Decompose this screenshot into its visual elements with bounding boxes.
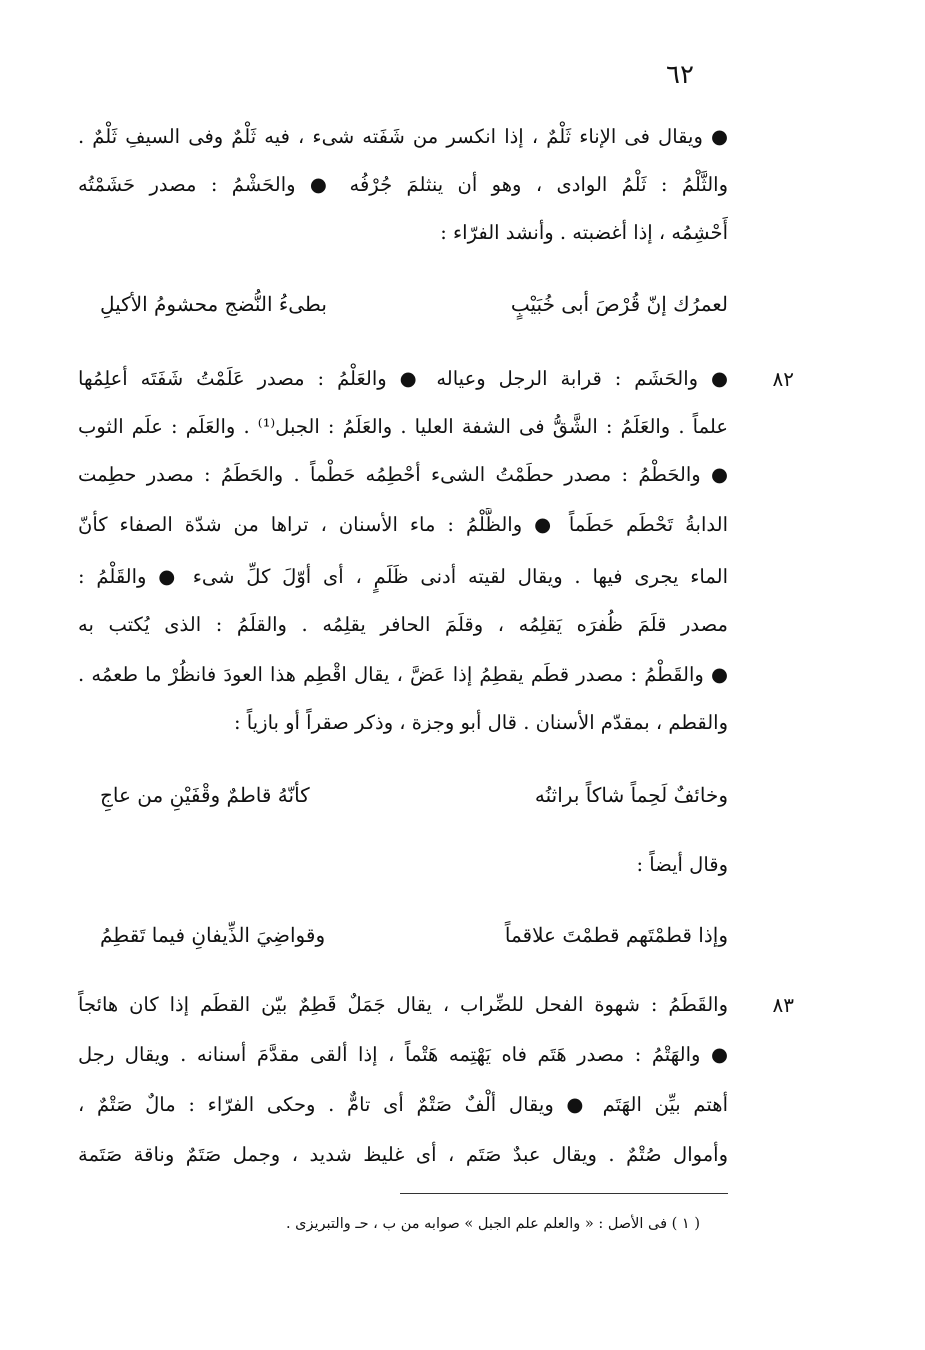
text-line: والثَّلْمُ : ثَلْمُ الوادى ، وهو أن ينثلمَ جُرْفُه ● والحَشْمُ : مصدر حَشَمْتُه <box>78 173 728 196</box>
text-line: وأموال صُتْمٌ . ويقال عبدٌ صَتَم ، أى غليظ شديد ، وجمل صَتَمٌ وناقة صَتَمة <box>78 1143 728 1166</box>
text-line: وقال أيضاً : <box>636 853 728 876</box>
verse <box>100 778 728 814</box>
text-line: أَحْشِمُه ، إذا أغضبته . وأنشد الفرّاء : <box>440 221 728 244</box>
text-line: علماً . والعَلَمُ : الشَّقُّ فى الشفة العليا . والعَلَمُ : الجبل⁽¹⁾ . والعَلَم : علَم الثوب <box>78 415 728 438</box>
text-line: والقطم ، بمقدّم الأسنان . قال أبو وجزة ، وذكر صقراً أو بازياً : <box>234 711 728 734</box>
verse-second-hemistich: بطىءُ النُّضج محشومُ الأكيلِ <box>100 292 327 316</box>
text-line: ● والقَطْمُ : مصدر قطَم يقطِمُ إذا عَضَّ ، يقال اقْطِم هذا العودَ فانظُرْ ما طعمُه . <box>78 663 728 686</box>
verse <box>100 287 728 323</box>
text-line: الدابةُ تَحْطَم حَطَماً ● والظَّلْمُ : ماء الأسنان ، تراها من شدّة الصفاء كأنّ <box>78 513 728 536</box>
verse-second-hemistich: كأنّهُ قاطمٌ وقْفَيْنِ من عاجِ <box>100 783 310 807</box>
text-line: ● والحَشَم : قرابة الرجل وعياله ● والعَلْمُ : مصدر عَلَمْتُ شَفَتَه أعلِمُها <box>78 367 728 390</box>
text-line: ● والهَتْمُ : مصدر هَتَم فاه يَهْتِمه هَتْماً ، إذا ألقى مقدَّمَ أسنانه . ويقال رجل <box>78 1043 728 1066</box>
text-line: الماء يجرى فيها . ويقال لقيته أدنى ظَلَمٍ ، أى أوّلَ كلِّ شىء ● والقَلْمُ : <box>78 565 728 588</box>
verse-second-hemistich: وقواضِيَ الذِّيفانِ فيما تَقطِمُ <box>100 923 326 947</box>
text-line: ● ويقال فى الإناء ثَلْمٌ ، إذا انكسر من شَفَته شىء ، فيه ثَلْمٌ وفى السيفِ ثَلْمٌ . <box>78 125 728 148</box>
entry-number: ٨٢ <box>772 367 794 391</box>
verse-first-hemistich: لعمرُك إنّ قُرْصَ أبى خُبَيْبٍ <box>510 292 728 316</box>
verse-first-hemistich: وإذا قطمْتَهم قطمْتَ علاقماً <box>504 923 728 947</box>
verse-first-hemistich: وخائفٌ لَحِماً شاكاً براثنُه <box>534 783 728 807</box>
text-line: ● والحَطْمُ : مصدر حطَمْتُ الشىء أحْطِمُه حَطْماً . والحَطَمُ : مصدر حطِمت <box>78 463 728 486</box>
text-line: أهتم بيِّن الهَتَم ● ويقال ألْفٌ صَتْمٌ أى تامٌّ . وحكى الفرّاء : مالٌ صَتْمٌ ، <box>78 1093 728 1116</box>
text-line: والقَطَمُ : شهوة الفحل للضِّراب ، يقال جَمَلٌ قَطِمٌ بيّن القطَم إذا كان هائجاً <box>78 993 728 1016</box>
footnote: ( ١ ) فى الأصل : « والعلم علم الجبل » صوابه من ب ، حـ والتبريزى . <box>285 1216 700 1232</box>
verse <box>100 918 728 954</box>
entry-number: ٨٣ <box>772 993 794 1017</box>
text-line: مصدر قلَمَ ظُفرَه يَقلِمُه ، وقلَمَ الحافر يقلِمُه . والقلَمُ : الذى يُكتب به <box>78 613 728 636</box>
page-number: ٦٢ <box>666 60 694 90</box>
footnote-divider <box>400 1193 728 1194</box>
